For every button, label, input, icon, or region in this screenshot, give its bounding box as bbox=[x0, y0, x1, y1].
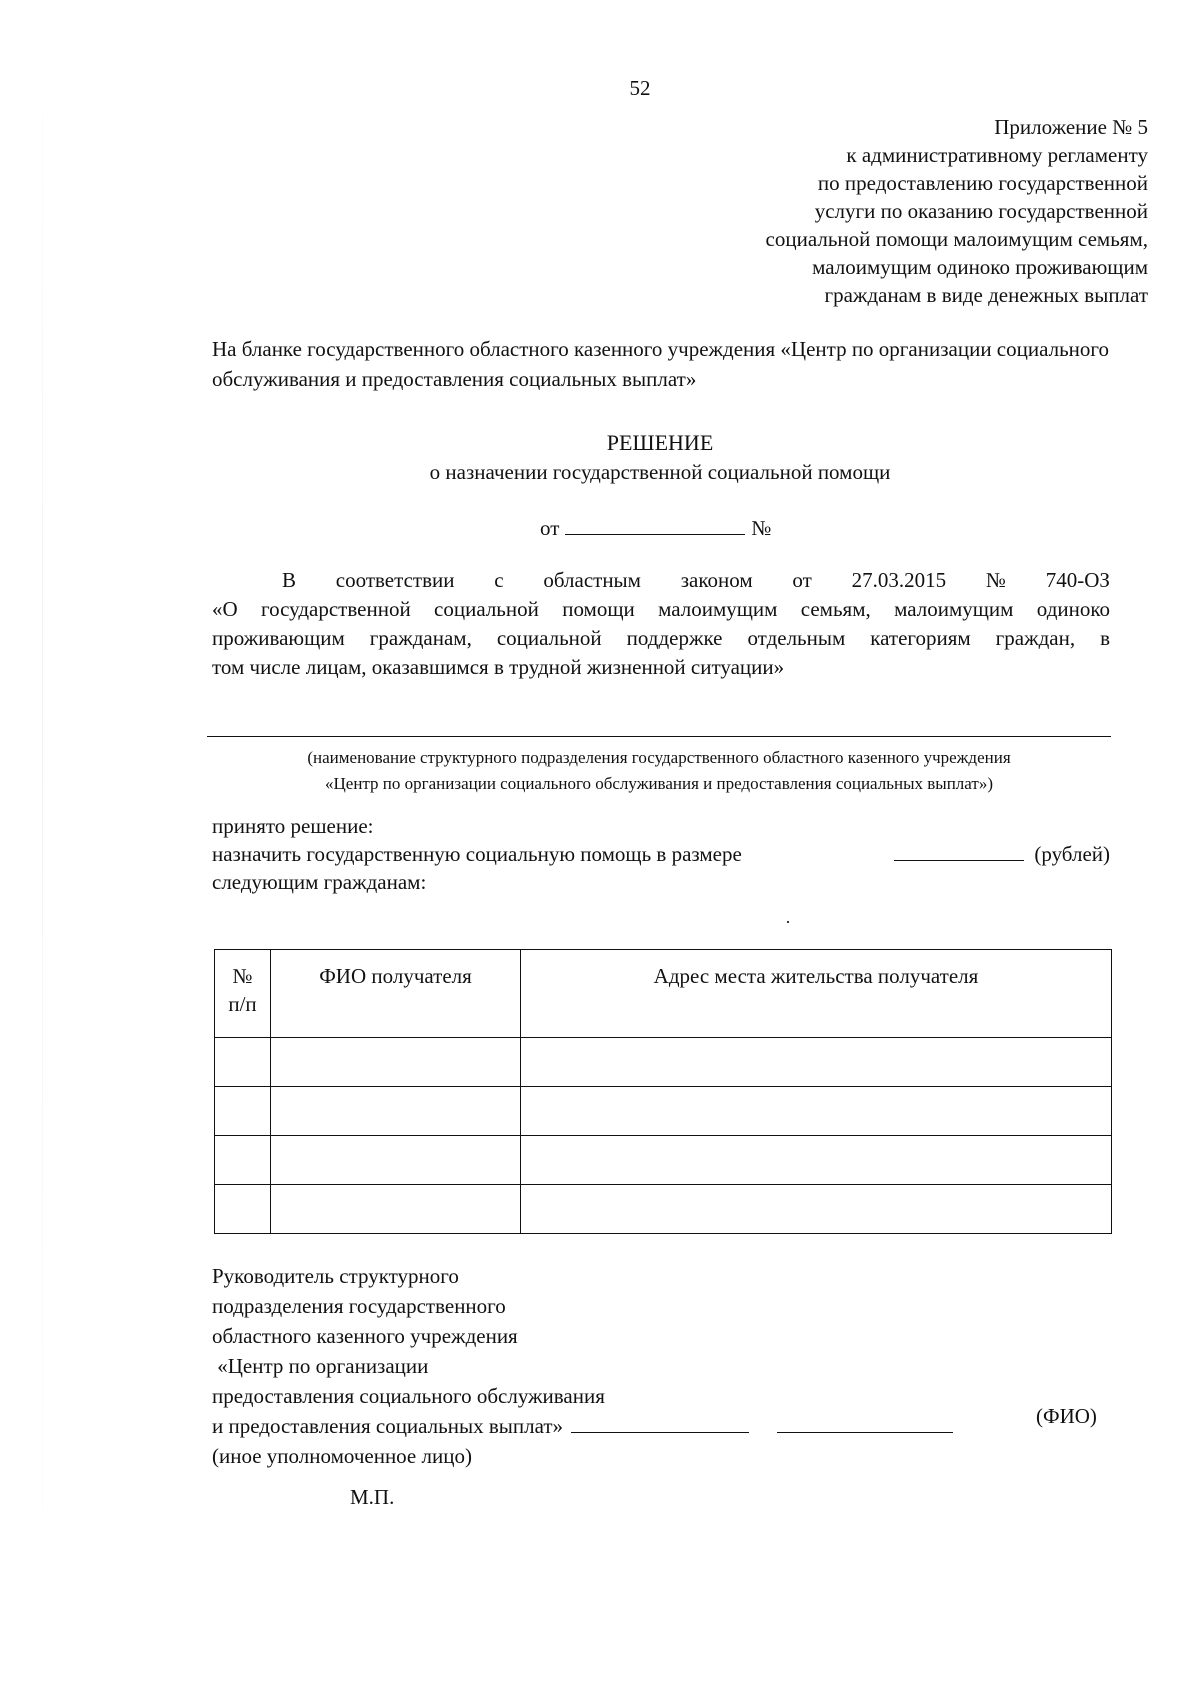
table-row bbox=[215, 1185, 1112, 1234]
signer-line: Руководитель структурного bbox=[212, 1264, 459, 1288]
cell bbox=[215, 1185, 271, 1234]
cell bbox=[521, 1087, 1112, 1136]
appendix-line: услуги по оказанию государственной bbox=[814, 199, 1148, 223]
signer-line-with-blanks bbox=[212, 1411, 953, 1441]
law-line-3: проживающим гражданам, социальной поддержке отдельным категориям граждан, в bbox=[212, 626, 1110, 650]
table-row bbox=[215, 1136, 1112, 1185]
cell bbox=[521, 1136, 1112, 1185]
appendix-line: Приложение № 5 bbox=[994, 115, 1148, 139]
page-number: 52 bbox=[629, 76, 651, 100]
law-word: 27.03.2015 bbox=[851, 568, 947, 592]
appendix-line: по предоставлению государственной bbox=[817, 171, 1148, 195]
caption-line: (наименование структурного подразделения государственного областного казенного учреждения bbox=[307, 748, 1011, 767]
caption-line: «Центр по организации социального обслуживания и предоставления социальных выплат») bbox=[325, 774, 993, 793]
letterhead-note: На бланке государственного областного казенного учреждения «Центр по организации социального обслуживания и предоставления социальных выплат» bbox=[212, 337, 1109, 391]
appendix-line: малоимущим одиноко проживающим bbox=[812, 255, 1148, 279]
cell bbox=[521, 1185, 1112, 1234]
decision-line-1: принято решение: bbox=[212, 814, 374, 838]
signer-line: подразделения государственного bbox=[212, 1294, 506, 1318]
signature-blank bbox=[571, 1414, 749, 1433]
fio-label: (ФИО) bbox=[1036, 1404, 1097, 1428]
from-label: от bbox=[540, 516, 560, 540]
signer-line: «Центр по организации bbox=[212, 1354, 429, 1378]
appendix-header bbox=[588, 113, 1148, 309]
appendix-line: к административному регламенту bbox=[846, 143, 1148, 167]
stamp-place-label: М.П. bbox=[350, 1485, 395, 1509]
cell bbox=[215, 1038, 271, 1087]
law-word: законом bbox=[680, 568, 753, 592]
decision-line-3: следующим гражданам: bbox=[212, 870, 427, 894]
law-word: с bbox=[494, 568, 504, 592]
recipients-table bbox=[214, 949, 1112, 1234]
cell bbox=[271, 1136, 521, 1185]
cell bbox=[271, 1185, 521, 1234]
cell bbox=[271, 1087, 521, 1136]
law-line-1 bbox=[212, 566, 1110, 595]
decision-text: назначить государственную социальную помощь в размере bbox=[212, 842, 742, 866]
number-sign: № bbox=[751, 516, 772, 540]
appendix-line: социальной помощи малоимущим семьям, bbox=[765, 227, 1148, 251]
stray-dot: · bbox=[785, 912, 791, 932]
law-word: № bbox=[985, 568, 1006, 592]
signer-line: предоставления социального обслуживания bbox=[212, 1384, 605, 1408]
cell bbox=[215, 1087, 271, 1136]
signer-line: и предоставления социальных выплат» bbox=[212, 1414, 564, 1438]
currency-label: (рублей) bbox=[1034, 842, 1110, 866]
signer-line: областного казенного учреждения bbox=[212, 1324, 518, 1348]
department-name-line bbox=[207, 736, 1111, 737]
appendix-line: гражданам в виде денежных выплат bbox=[824, 283, 1148, 307]
department-caption bbox=[207, 745, 1111, 797]
decision-block bbox=[212, 812, 1110, 896]
law-word: В bbox=[282, 568, 297, 592]
date-number-line bbox=[540, 514, 771, 542]
law-word: соответствии bbox=[335, 568, 455, 592]
date-blank bbox=[565, 516, 745, 535]
document-title: РЕШЕНИЕ bbox=[606, 430, 714, 455]
header-name: ФИО получателя bbox=[271, 950, 521, 1038]
decision-line-2 bbox=[212, 840, 1110, 868]
document-subtitle: о назначении государственной социальной помощи bbox=[429, 460, 891, 484]
signer-line: (иное уполномоченное лицо) bbox=[212, 1444, 472, 1468]
header-number bbox=[215, 950, 271, 1038]
table-row bbox=[215, 1087, 1112, 1136]
law-word: областным bbox=[543, 568, 641, 592]
scan-edge-shadow bbox=[42, 0, 43, 1685]
header-number-label: № п/п bbox=[228, 964, 257, 1016]
signer-block bbox=[212, 1261, 953, 1471]
law-word: 740-ОЗ bbox=[1045, 568, 1110, 592]
table-header-row bbox=[215, 950, 1112, 1038]
law-line-4: том числе лицам, оказавшимся в трудной жизненной ситуации» bbox=[212, 655, 785, 679]
header-address: Адрес места жительства получателя bbox=[521, 950, 1112, 1038]
cell bbox=[271, 1038, 521, 1087]
law-word: от bbox=[792, 568, 812, 592]
name-blank bbox=[777, 1414, 953, 1433]
law-line-2: «О государственной социальной помощи малоимущим семьям, малоимущим одиноко bbox=[212, 597, 1110, 621]
table-row bbox=[215, 1038, 1112, 1087]
cell bbox=[521, 1038, 1112, 1087]
amount-blank bbox=[894, 842, 1024, 861]
law-reference bbox=[212, 566, 1110, 682]
cell bbox=[215, 1136, 271, 1185]
